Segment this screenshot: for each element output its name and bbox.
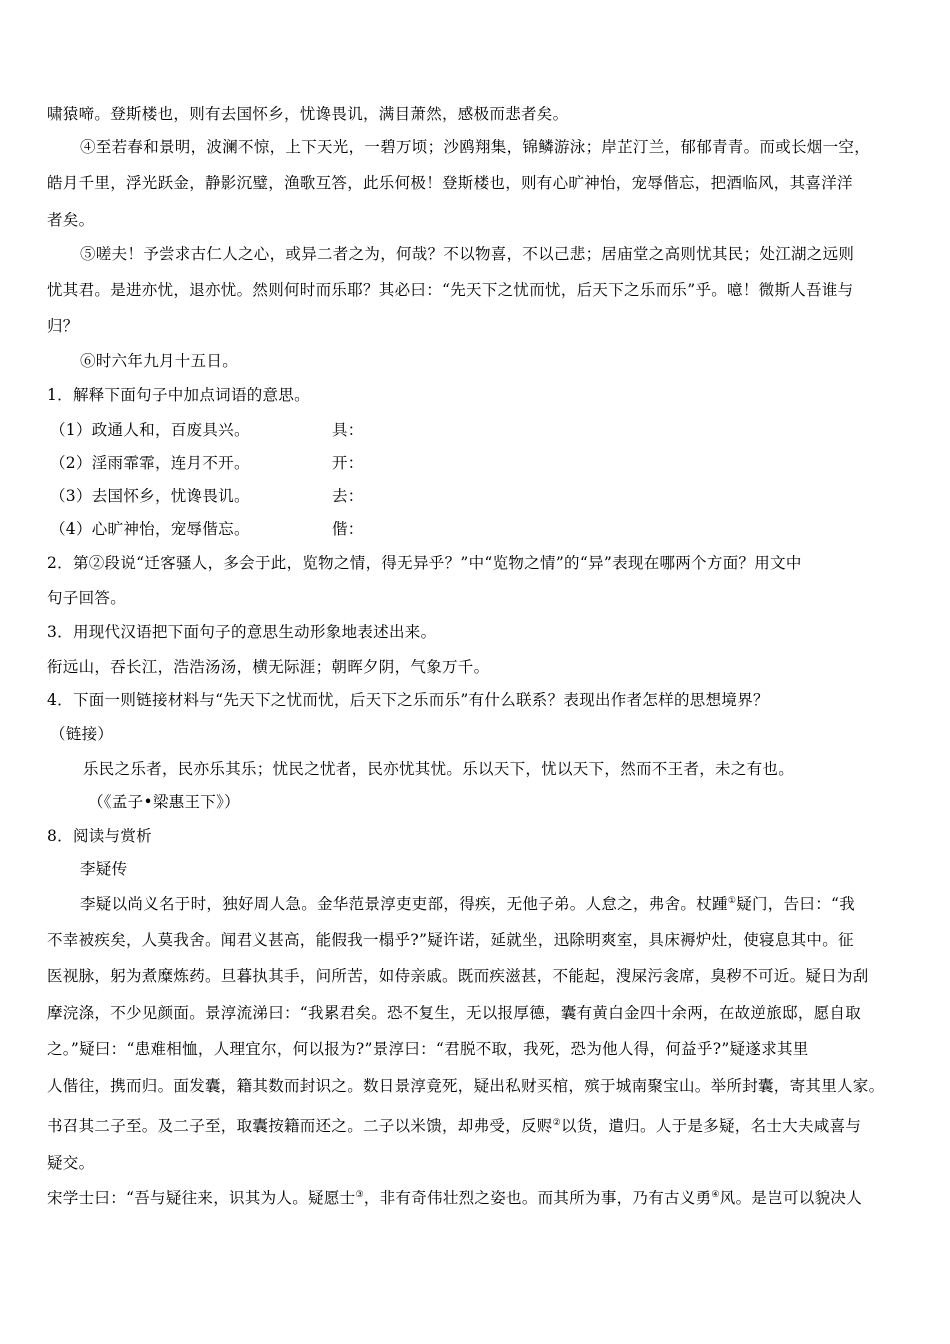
link-text: 乐民之乐者，民亦乐其乐；忧民之忧者，民亦忧其忧。乐以天下，忧以天下，然而不王者，未之有也。 (83, 760, 795, 778)
article-line: 医视脉，躬为煮糜炼药。旦暮执其手，问所苦，如侍亲戚。既而疾滋甚，不能起，溲屎污衾席，臭秽不可近。疑日为刮 (47, 967, 869, 985)
item-word: 去： (332, 487, 364, 505)
article-line: 疑交。 (47, 1154, 95, 1172)
question-1-item (50, 452, 364, 474)
question-1-stem: 1．解释下面句子中加点词语的意思。 (47, 386, 310, 404)
question-1-item (50, 485, 364, 507)
footnote-marker: ② (552, 1117, 561, 1128)
article-line: 之。”疑曰：“患难相恤，人理宜尔，何以报为?”景淳曰：“君脱不取，我死，恐为他人得，何益乎?”疑遂求其里 (47, 1040, 809, 1058)
footnote-marker: ① (727, 895, 737, 906)
question-4-stem: 4．下面一则链接材料与“先天下之忧而忧，后天下之乐而乐”有什么联系？表现出作者怎样的思想境界？ (47, 691, 769, 709)
passage-line: ④至若春和景明，波澜不惊，上下天光，一碧万顷；沙鸥翔集，锦鳞游泳；岸芷汀兰，郁郁青青。而或长烟一空， (80, 138, 871, 156)
question-1-item (50, 518, 364, 540)
passage-line: 忧其君。是进亦忧，退亦忧。然则何时而乐耶？其必曰：“先天下之忧而忧，后天下之乐而乐”乎。噫！微斯人吾谁与 (47, 281, 854, 299)
passage-line: ⑥时六年九月十五日。 (80, 352, 239, 370)
article-line: 书召其二子至。及二子至，取囊按籍而还之。二子以米馈，却弗受，反赆②以货，遣归。人于是多疑，名士大夫咸喜与 (47, 1117, 862, 1135)
question-3-sentence: 衔远山，吞长江，浩浩汤汤，横无际涯；朝晖夕阴，气象万千。 (47, 658, 490, 676)
passage-line: 皓月千里，浮光跃金，静影沉璧，渔歌互答，此乐何极！登斯楼也，则有心旷神怡，宠辱偕忘，把酒临风，其喜洋洋 (47, 174, 853, 192)
question-2-line: 句子回答。 (47, 589, 127, 607)
item-sentence: （2）淫雨霏霏，连月不开。 (50, 454, 250, 472)
question-1-item (50, 419, 364, 441)
footnote-marker: ④ (711, 1189, 720, 1200)
passage-line: 啸猿啼。登斯楼也，则有去国怀乡，忧谗畏讥，满目萧然，感极而悲者矣。 (47, 105, 569, 123)
link-source: （《孟子•梁惠王下》） (88, 793, 240, 811)
question-3-stem: 3．用现代汉语把下面句子的意思生动形象地表述出来。 (47, 623, 437, 641)
passage-line: ⑤嗟夫！予尝求古仁人之心，或异二者之为，何哉？不以物喜，不以己悲；居庙堂之高则忧其民；处江湖之远则 (80, 245, 855, 263)
passage-line: 归？ (47, 317, 79, 335)
question-2-line: 2．第②段说“迁客骚人，多会于此，览物之情，得无异乎？”中“览物之情”的“异”表现在哪两个方面？用文中 (47, 554, 802, 572)
footnote-marker: ③ (355, 1189, 364, 1200)
article-line: 宋学士曰：“吾与疑往来，识其为人。疑愿士③，非有奇伟壮烈之姿也。而其所为事，乃有古义勇④风。是岂可以貌决人 (47, 1189, 862, 1207)
section-8-heading: 8．阅读与赏析 (47, 827, 152, 845)
article-line: 摩浣涤，不少见颜面。景淳流涕曰：“我累君矣。恐不复生，无以报厚德，囊有黄白金四十余两，在故逆旅邸，愿自取 (47, 1004, 862, 1022)
passage-line: 者矣。 (47, 211, 95, 229)
article-title: 李疑传 (80, 860, 128, 878)
article-line: 李疑以尚义名于时，独好周人急。金华范景淳吏吏部，得疾，无他子弟。人怠之，弗舍。杖踵①疑门，告曰：“我 (80, 895, 856, 913)
article-line: 不幸被疾矣，人莫我舍。闻君义甚高，能假我一榻乎?”疑许诺，延就坐，迅除明爽室，具床褥炉灶，使寝息其中。征 (47, 931, 854, 949)
item-word: 具： (332, 421, 364, 439)
item-sentence: （4）心旷神怡，宠辱偕忘。 (50, 520, 250, 538)
item-word: 偕： (332, 520, 364, 538)
item-sentence: （3）去国怀乡，忧谗畏讥。 (50, 487, 250, 505)
link-label: （链接） (50, 725, 114, 743)
item-word: 开： (332, 454, 364, 472)
item-sentence: （1）政通人和，百废具兴。 (50, 421, 250, 439)
article-line: 人偕往，携而归。面发囊，籍其数而封识之。数日景淳竟死，疑出私财买棺，殡于城南聚宝山。举所封囊，寄其里人家。 (47, 1077, 885, 1095)
